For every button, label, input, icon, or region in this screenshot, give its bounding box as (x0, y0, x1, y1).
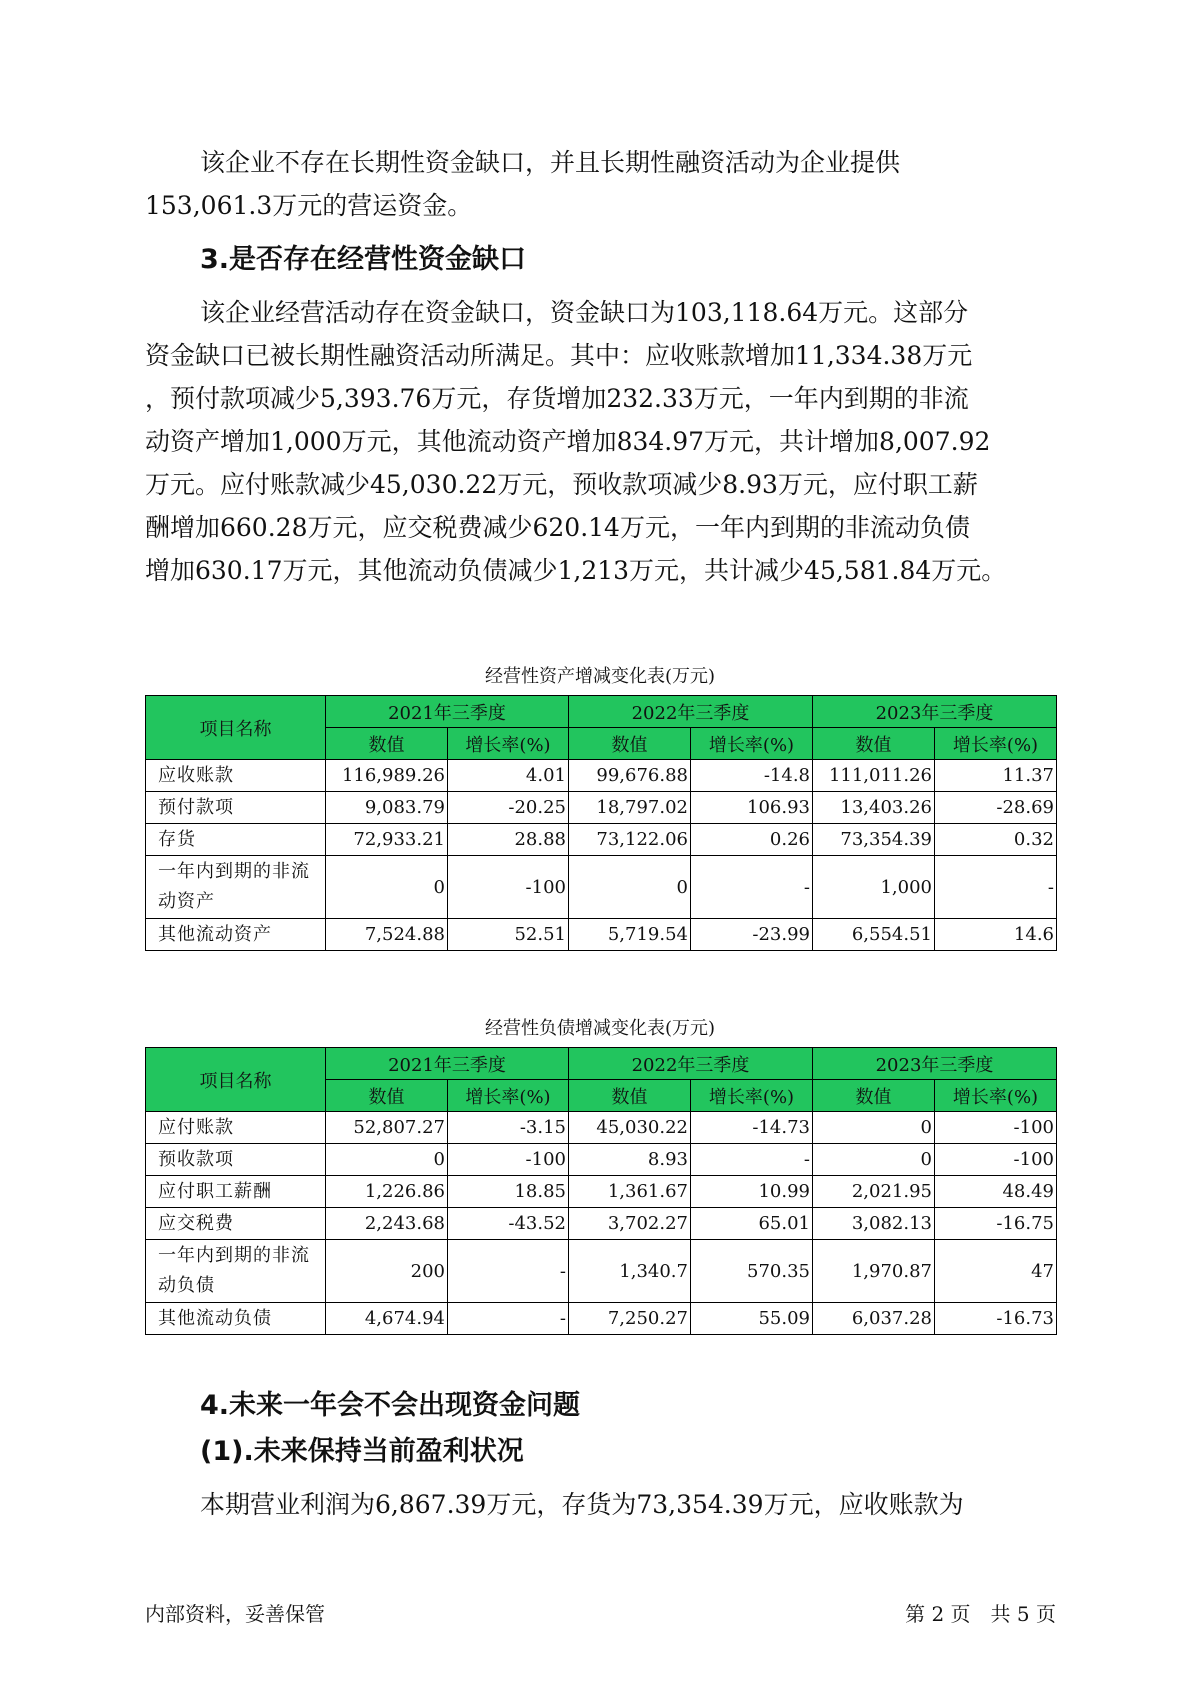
section-heading-4: 4.未来一年会不会出现资金问题 (200, 1390, 581, 1421)
cell-growth-rate: -100 (935, 1112, 1057, 1144)
cell-growth-rate: 10.99 (691, 1176, 813, 1208)
header-item-name: 项目名称 (146, 1048, 326, 1112)
header-period: 2022年三季度 (569, 1048, 813, 1080)
cell-growth-rate: -20.25 (448, 792, 569, 824)
header-value: 数值 (326, 728, 448, 760)
cell-value: 1,361.67 (569, 1176, 691, 1208)
cell-value: 7,250.27 (569, 1303, 691, 1335)
paragraph-operating-gap (145, 291, 1057, 592)
table-caption-assets: 经营性资产增减变化表(万元) (484, 666, 716, 687)
table-row (146, 792, 1057, 824)
row-label: 应付账款 (146, 1112, 326, 1144)
cell-value: 6,037.28 (813, 1303, 935, 1335)
cell-value: 0 (326, 1144, 448, 1176)
cell-growth-rate: 0.32 (935, 824, 1057, 856)
header-growth: 增长率(%) (935, 1080, 1057, 1112)
row-label: 一年内到期的非流动负债 (146, 1240, 326, 1303)
cell-value: 4,674.94 (326, 1303, 448, 1335)
header-value: 数值 (569, 728, 691, 760)
cell-value: 0 (326, 856, 448, 919)
cell-value: 8.93 (569, 1144, 691, 1176)
subsection-heading-4-1: (1).未来保持当前盈利状况 (200, 1436, 524, 1467)
header-period: 2021年三季度 (326, 696, 569, 728)
cell-growth-rate: 47 (935, 1240, 1057, 1303)
row-label: 应付职工薪酬 (146, 1176, 326, 1208)
cell-growth-rate: 11.37 (935, 760, 1057, 792)
table-operating-liabilities (145, 1047, 1057, 1335)
table-row (146, 1144, 1057, 1176)
cell-growth-rate: -43.52 (448, 1208, 569, 1240)
cell-growth-rate: -14.73 (691, 1112, 813, 1144)
table-row (146, 1112, 1057, 1144)
cell-growth-rate: 0.26 (691, 824, 813, 856)
paragraph-line: 动资产增加1,000万元，其他流动资产增加834.97万元，共计增加8,007.92 (145, 427, 991, 456)
paragraph-long-term-funding (145, 141, 1057, 227)
paragraph-line: 资金缺口已被长期性融资活动所满足。其中：应收账款增加11,334.38万元 (145, 341, 973, 370)
row-label: 存货 (146, 824, 326, 856)
cell-value: 13,403.26 (813, 792, 935, 824)
header-item-name: 项目名称 (146, 696, 326, 760)
table-caption-liabilities: 经营性负债增减变化表(万元) (484, 1018, 716, 1039)
section-heading-3: 3.是否存在经营性资金缺口 (200, 244, 527, 275)
cell-growth-rate: 28.88 (448, 824, 569, 856)
table-operating-assets (145, 695, 1057, 951)
cell-value: 73,354.39 (813, 824, 935, 856)
cell-growth-rate: -100 (448, 856, 569, 919)
cell-value: 18,797.02 (569, 792, 691, 824)
cell-value: 2,243.68 (326, 1208, 448, 1240)
cell-value: 99,676.88 (569, 760, 691, 792)
header-period: 2023年三季度 (813, 1048, 1057, 1080)
cell-growth-rate: - (935, 856, 1057, 919)
cell-value: 45,030.22 (569, 1112, 691, 1144)
cell-value: 0 (569, 856, 691, 919)
footer-confidential-note: 内部资料，妥善保管 (145, 1602, 325, 1626)
header-value: 数值 (813, 728, 935, 760)
cell-value: 3,702.27 (569, 1208, 691, 1240)
cell-value: 5,719.54 (569, 919, 691, 951)
header-value: 数值 (569, 1080, 691, 1112)
cell-growth-rate: -100 (448, 1144, 569, 1176)
cell-growth-rate: -23.99 (691, 919, 813, 951)
cell-growth-rate: 106.93 (691, 792, 813, 824)
cell-value: 6,554.51 (813, 919, 935, 951)
cell-value: 200 (326, 1240, 448, 1303)
row-label: 预付款项 (146, 792, 326, 824)
cell-value: 111,011.26 (813, 760, 935, 792)
paragraph-profit (145, 1483, 1057, 1526)
header-value: 数值 (813, 1080, 935, 1112)
cell-growth-rate: -16.75 (935, 1208, 1057, 1240)
row-label: 应交税费 (146, 1208, 326, 1240)
cell-value: 1,000 (813, 856, 935, 919)
paragraph-line: 本期营业利润为6,867.39万元，存货为73,354.39万元，应收账款为 (200, 1490, 964, 1519)
cell-value: 9,083.79 (326, 792, 448, 824)
paragraph-line: 万元。应付账款减少45,030.22万元，预收款项减少8.93万元，应付职工薪 (145, 470, 978, 499)
cell-growth-rate: -100 (935, 1144, 1057, 1176)
paragraph-line: 酬增加660.28万元，应交税费减少620.14万元，一年内到期的非流动负债 (145, 513, 970, 542)
paragraph-line: 增加630.17万元，其他流动负债减少1,213万元，共计减少45,581.84万元。 (145, 556, 1007, 585)
cell-value: 0 (813, 1144, 935, 1176)
header-growth: 增长率(%) (691, 728, 813, 760)
cell-growth-rate: 65.01 (691, 1208, 813, 1240)
header-period: 2023年三季度 (813, 696, 1057, 728)
table-row (146, 1240, 1057, 1303)
paragraph-line: 该企业不存在长期性资金缺口，并且长期性融资活动为企业提供 (200, 148, 901, 177)
row-label: 预收款项 (146, 1144, 326, 1176)
cell-growth-rate: -3.15 (448, 1112, 569, 1144)
cell-growth-rate: - (691, 1144, 813, 1176)
cell-growth-rate: 52.51 (448, 919, 569, 951)
paragraph-line: 该企业经营活动存在资金缺口，资金缺口为103,118.64万元。这部分 (200, 298, 969, 327)
cell-growth-rate: - (691, 856, 813, 919)
cell-value: 1,970.87 (813, 1240, 935, 1303)
footer-page-number: 第 2 页 共 5 页 (905, 1602, 1056, 1626)
cell-growth-rate: -16.73 (935, 1303, 1057, 1335)
cell-value: 116,989.26 (326, 760, 448, 792)
row-label: 其他流动资产 (146, 919, 326, 951)
cell-value: 1,226.86 (326, 1176, 448, 1208)
row-label: 应收账款 (146, 760, 326, 792)
header-period: 2021年三季度 (326, 1048, 569, 1080)
cell-value: 0 (813, 1112, 935, 1144)
header-period: 2022年三季度 (569, 696, 813, 728)
header-growth: 增长率(%) (935, 728, 1057, 760)
paragraph-line: 153,061.3万元的营运资金。 (145, 191, 473, 220)
cell-value: 7,524.88 (326, 919, 448, 951)
cell-value: 1,340.7 (569, 1240, 691, 1303)
cell-value: 3,082.13 (813, 1208, 935, 1240)
cell-value: 73,122.06 (569, 824, 691, 856)
cell-value: 2,021.95 (813, 1176, 935, 1208)
table-row (146, 856, 1057, 919)
cell-growth-rate: 4.01 (448, 760, 569, 792)
header-growth: 增长率(%) (448, 1080, 569, 1112)
header-growth: 增长率(%) (448, 728, 569, 760)
table-row (146, 1208, 1057, 1240)
table-row (146, 760, 1057, 792)
table-row (146, 824, 1057, 856)
table-row (146, 919, 1057, 951)
row-label: 其他流动负债 (146, 1303, 326, 1335)
cell-growth-rate: -28.69 (935, 792, 1057, 824)
cell-growth-rate: 570.35 (691, 1240, 813, 1303)
cell-growth-rate: 14.6 (935, 919, 1057, 951)
header-growth: 增长率(%) (691, 1080, 813, 1112)
cell-growth-rate: 55.09 (691, 1303, 813, 1335)
cell-growth-rate: - (448, 1240, 569, 1303)
header-value: 数值 (326, 1080, 448, 1112)
cell-value: 72,933.21 (326, 824, 448, 856)
table-row (146, 1303, 1057, 1335)
table-row (146, 1176, 1057, 1208)
paragraph-line: ，预付款项减少5,393.76万元，存货增加232.33万元，一年内到期的非流 (145, 384, 969, 413)
row-label: 一年内到期的非流动资产 (146, 856, 326, 919)
cell-growth-rate: - (448, 1303, 569, 1335)
cell-value: 52,807.27 (326, 1112, 448, 1144)
cell-growth-rate: 48.49 (935, 1176, 1057, 1208)
cell-growth-rate: 18.85 (448, 1176, 569, 1208)
cell-growth-rate: -14.8 (691, 760, 813, 792)
